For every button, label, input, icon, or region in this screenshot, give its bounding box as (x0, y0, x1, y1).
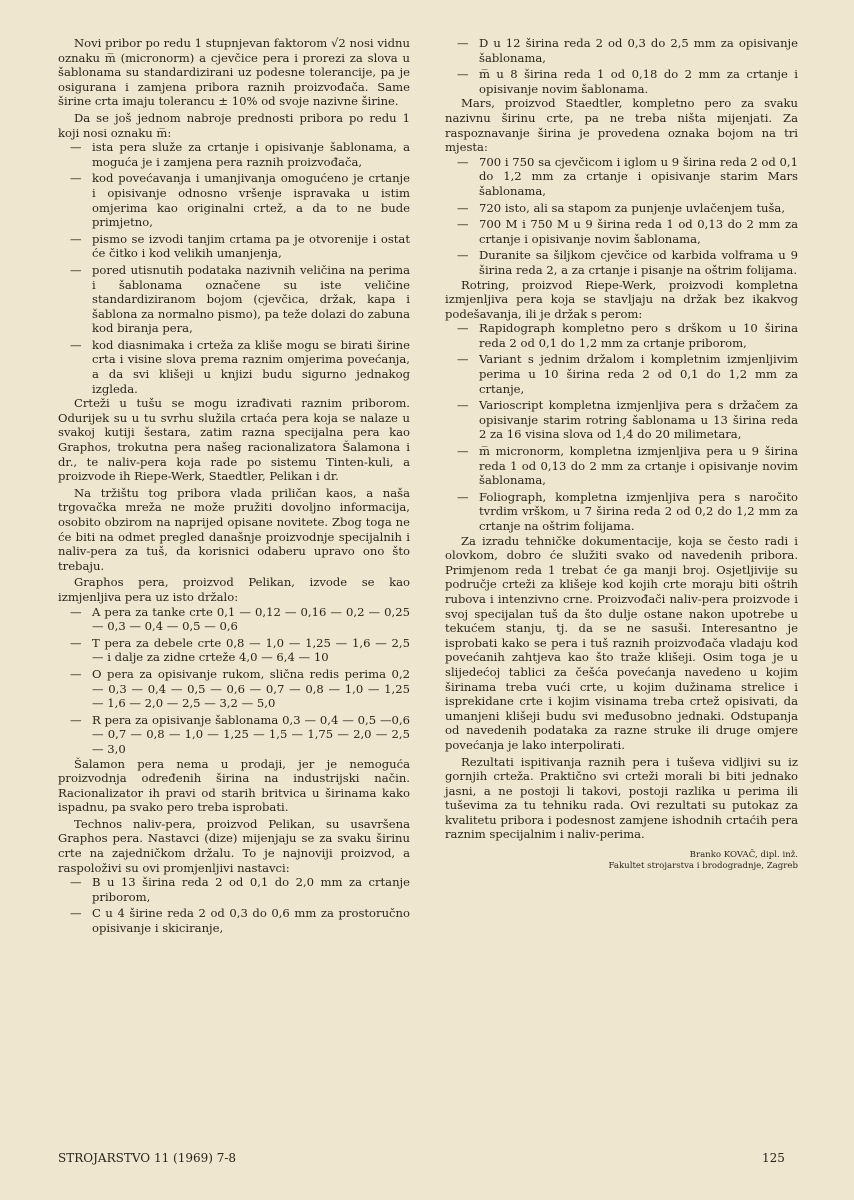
paragraph-graphos: Graphos pera, proizvod Pelikan, izvode se kao izmjenljiva pera uz isto držalo: (58, 575, 410, 604)
advantages-list (58, 140, 410, 396)
paragraph-technos: Technos naliv-pera, proizvod Pelikan, su usavršena Graphos pera. Nastavci (dize) mijenjaju se za svaku širinu crte na zajedničkom držalu. To je najnoviji proizvod, a raspoloživi su ovi promjenljivi nastavci: (58, 816, 410, 875)
list-item: — ista pera služe za crtanje i opisivanje šablonama, a moguća je i zamjena pera raznih proizvođača, (58, 140, 410, 169)
author-name: Branko KOVAČ, dipl. inž. (689, 850, 798, 861)
paragraph-mars: Mars, proizvod Staedtler, kompletno pero za svaku nazivnu širinu crte, pa ne treba ništa mijenjati. Za raspoznavanje širina je provedena oznaka bojom na tri mjesta: (445, 96, 798, 155)
list-item: — O pera za opisivanje rukom, slična redis perima 0,2 — 0,3 — 0,4 — 0,5 — 0,6 — 0,7 — 0,8 — 1,0 — 1,25 — 1,6 — 2,0 — 2,5 — 3,2 — 5,0 (58, 667, 410, 711)
list-item: — R pera za opisivanje šablonama 0,3 — 0,4 — 0,5 —0,6 — 0,7 — 0,8 — 1,0 — 1,25 — 1,5 — 1,75 — 2,0 — 2,5 — 3,0 (58, 713, 410, 757)
list-item: — 700 M i 750 M u 9 širina reda 1 od 0,13 do 2 mm za crtanje i opisivanje novim šablonama, (445, 217, 798, 246)
list-item: — D u 12 širina reda 2 od 0,3 do 2,5 mm za opisivanje šablonama, (445, 36, 798, 65)
list-item: — 720 isto, ali sa stapom za punjenje uvlačenjem tuša, (445, 201, 798, 216)
list-item: — A pera za tanke crte 0,1 — 0,12 — 0,16 — 0,2 — 0,25 — 0,3 — 0,4 — 0,5 — 0,6 (58, 605, 410, 634)
list-item: — pismo se izvodi tanjim crtama pa je otvorenije i ostat će čitko i kod velikih umanjenja, (58, 232, 410, 261)
list-item: — m̅ micronorm, kompletna izmjenljiva pera u 9 širina reda 1 od 0,13 do 2 mm za crtanje i opisivanje novim šablonama, (445, 444, 798, 488)
list-item: — 700 i 750 sa cjevčicom i iglom u 9 širina reda 2 od 0,1 do 1,2 mm za crtanje i opisivanje starim Mars šablonama, (445, 155, 798, 199)
paragraph-documentation: Za izradu tehničke dokumentacije, koja se često radi i olovkom, dobro će služiti svako od navedenih pribora. Primjenom reda 1 trebat će ga manji broj. Osjetljivije su područje crteži za klišeje kod kojih crte moraju biti oštrih rubova i intenzivno crne. Proizvođači naliv-pera proizvode i svoj specijalan tuš da što dulje ostane nakon upotrebe u tekućem stanju, tj. da se ne sasuši. Interesantno je isprobati kako se pera i tuš raznih proizvođača vladaju kod povećanih zahtjeva kao što traže klišeji. Osim toga je u slijedećoj tablici za češća povećanja navedeno u kojim širinama treba vući crte, u kojim dužinama strelice i isprekidane crte i kojim visinama treba crtež opisivati, da umanjeni klišeji budu svi međusobno jednaki. Odstupanja od navedenih podataka za razne struke ili druge omjere povećanja je lako interpolirati. (445, 533, 798, 752)
paragraph-market: Na tržištu tog pribora vlada priličan kaos, a naša trgovačka mreža ne može pružiti dovoljno informacija, osobito obzirom na naprijed opisane novitete. Zbog toga ne će biti na odmet pregled današnje proizvodnje specijalnih i naliv-pera za tuš, da korisnici odaberu upravo ono što trebaju. (58, 485, 410, 573)
paragraph-rotring: Rotring, proizvod Riepe-Werk, proizvodi kompletna izmjenljiva pera koja se stavljaju na držak bez ikakvog podešavanja, ili je držak s perom: (445, 277, 798, 321)
paragraph-salamon: Šalamon pera nema u prodaji, jer je nemoguća proizvodnja određenih širina na industrijski način. Racionalizator ih pravi od starih britvica u širinama kako ispadnu, pa svako pero treba isprobati. (58, 756, 410, 815)
list-item: — C u 4 širine reda 2 od 0,3 do 0,6 mm za prostoručno opisivanje i skiciranje, (58, 906, 410, 935)
list-item: — Foliograph, kompletna izmjenljiva pera s naročito tvrdim vrškom, u 7 širina reda 2 od 0,2 do 1,2 mm za crtanje na oštrim folijama. (445, 490, 798, 534)
list-item: — Variant s jednim držalom i kompletnim izmjenljivim perima u 10 širina reda 2 od 0,1 do 1,2 mm za crtanje, (445, 352, 798, 396)
list-item: — T pera za debele crte 0,8 — 1,0 — 1,25 — 1,6 — 2,5 — i dalje za zidne crteže 4,0 — 6,4 — 10 (58, 636, 410, 665)
list-item: — m̅ u 8 širina reda 1 od 0,18 do 2 mm za crtanje i opisivanje novim šablonama. (445, 67, 798, 96)
paragraph-results: Rezultati ispitivanja raznih pera i tuševa vidljivi su iz gornjih crteža. Praktično svi crteži morali bi biti jednako jasni, a ne postoji li takovi, postoji razlika u perima ili tuševima za tu tehniku rada. Ovi rezultati su putokaz za kvalitetu pribora i podesnost zamjene ishodnih crtaćih pera raznim specijalnim i naliv-perima. (445, 754, 798, 842)
paragraph-ink-drawings: Crteži u tušu se mogu izrađivati raznim priborom. Odurijek su u tu svrhu služila crtaća pera koja se nalaze u svakoj kutiji šestara, zatim razna specijalna pera kao Graphos, trokutna pera našeg racionalizatora Šalamona i dr., te naliv-pera koja rade po sistemu Tinten-kuli, a proizvode ih Riepe-Werk, Staedtler, Pelikan i dr. (58, 396, 410, 484)
rotring-list (445, 321, 798, 533)
technos-list-continued (445, 36, 798, 96)
technos-list (58, 875, 410, 935)
list-item: — kod diasnimaka i crteža za kliše mogu se birati širine crta i visine slova prema raznim omjerima povećanja, a da svi klišeji u knjizi budu sigurno jednakog izgleda. (58, 338, 410, 396)
paragraph-advantages-intro: Da se još jednom nabroje prednosti pribora po redu 1 koji nosi oznaku m̅: (58, 110, 410, 140)
author-affiliation: Fakultet strojarstva i brodogradnje, Zagreb (608, 861, 798, 872)
journal-footer: STROJARSTVO 11 (1969) 7-8 (58, 1151, 237, 1165)
author-signature (445, 850, 798, 872)
graphos-list (58, 605, 410, 757)
list-item: — pored utisnutih podataka nazivnih veličina na perima i šablonama označene su iste veličine standardiziranom bojom (cjevčica, držak, kapa i šablona za normalno pismo), pa teže dolazi do zabuna kod biranja pera, (58, 263, 410, 336)
list-item: — Rapidograph kompletno pero s drškom u 10 širina reda 2 od 0,1 do 1,2 mm za crtanje priborom, (445, 321, 798, 350)
list-item: — kod povećavanja i umanjivanja omogućeno je crtanje i opisivanje odnosno vršenje ispravaka u istim omjerima kao originalni crtež, a da to ne bude primjetno, (58, 171, 410, 229)
page-number: 125 (762, 1151, 785, 1165)
paragraph-micronorm: Novi pribor po redu 1 stupnjevan faktorom √2 nosi vidnu oznaku m̅ (micronorm) a cjevčice pera i prorezi za slova u šablonama su standardizirani uz podesne tolerancije, pa je osigurana i zamjena pribora raznih proizvođača. Same širine crta imaju tolerancu ± 10% od svoje nazivne širine. (58, 36, 410, 109)
list-item: — Duranite sa šiljkom cjevčice od karbida volframa u 9 širina reda 2, a za crtanje i pisanje na oštrim folijama. (445, 248, 798, 277)
mars-list (445, 155, 798, 278)
list-item: — Varioscript kompletna izmjenljiva pera s držačem za opisivanje starim rotring šablonama u 13 širina reda 2 za 16 visina slova od 1,4 do 20 milimetara, (445, 398, 798, 442)
list-item: — B u 13 širina reda 2 od 0,1 do 2,0 mm za crtanje priborom, (58, 875, 410, 904)
right-column (445, 36, 798, 872)
left-column (58, 36, 410, 936)
